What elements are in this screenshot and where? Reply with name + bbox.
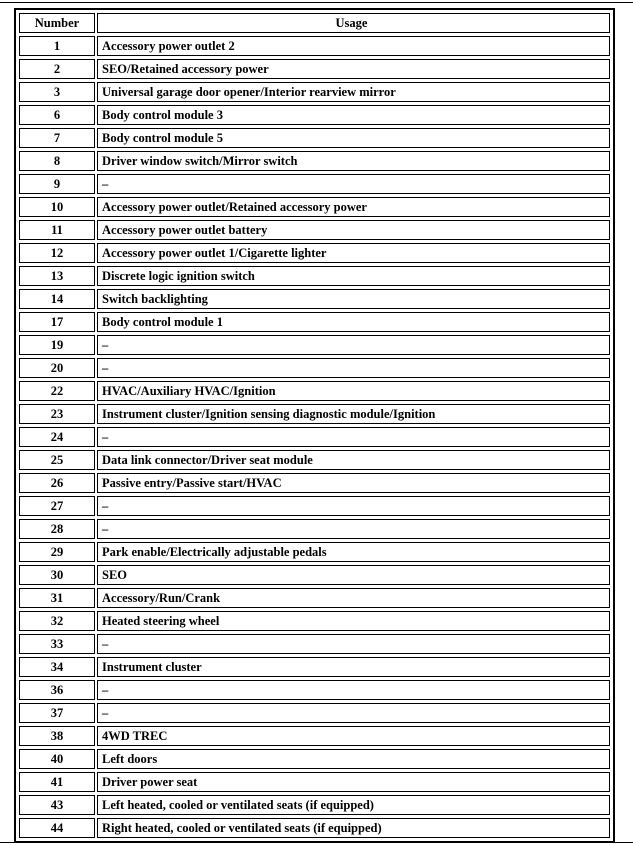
number-cell: 1 [19, 36, 95, 56]
number-cell: 33 [19, 634, 95, 654]
table-row [19, 450, 610, 470]
table-row [19, 312, 610, 332]
number-cell: 6 [19, 105, 95, 125]
number-cell: 27 [19, 496, 95, 516]
usage-cell: – [97, 680, 610, 700]
table-header-row [19, 13, 610, 33]
number-cell: 32 [19, 611, 95, 631]
table-row [19, 197, 610, 217]
number-cell: 12 [19, 243, 95, 263]
number-cell: 22 [19, 381, 95, 401]
usage-cell: Accessory power outlet/Retained accessory power [97, 197, 610, 217]
number-cell: 41 [19, 772, 95, 792]
table-row [19, 795, 610, 815]
table-row [19, 703, 610, 723]
number-column-header: Number [19, 13, 95, 33]
usage-cell: – [97, 358, 610, 378]
table-row [19, 427, 610, 447]
usage-cell: Body control module 1 [97, 312, 610, 332]
table-row [19, 680, 610, 700]
table-row [19, 657, 610, 677]
table-row [19, 82, 610, 102]
usage-cell: Park enable/Electrically adjustable pedals [97, 542, 610, 562]
number-cell: 10 [19, 197, 95, 217]
number-cell: 43 [19, 795, 95, 815]
number-cell: 3 [19, 82, 95, 102]
table-row [19, 473, 610, 493]
table-row [19, 358, 610, 378]
usage-cell: Universal garage door opener/Interior rearview mirror [97, 82, 610, 102]
number-cell: 29 [19, 542, 95, 562]
usage-cell: Left doors [97, 749, 610, 769]
usage-cell: Left heated, cooled or ventilated seats (if equipped) [97, 795, 610, 815]
table-row [19, 36, 610, 56]
usage-cell: – [97, 703, 610, 723]
usage-cell: SEO [97, 565, 610, 585]
top-rule [0, 2, 633, 3]
table-row [19, 749, 610, 769]
number-cell: 44 [19, 818, 95, 838]
number-cell: 38 [19, 726, 95, 746]
table-row [19, 59, 610, 79]
usage-cell: – [97, 335, 610, 355]
usage-cell: Discrete logic ignition switch [97, 266, 610, 286]
usage-cell: Right heated, cooled or ventilated seats (if equipped) [97, 818, 610, 838]
number-cell: 19 [19, 335, 95, 355]
number-cell: 36 [19, 680, 95, 700]
number-cell: 8 [19, 151, 95, 171]
number-cell: 40 [19, 749, 95, 769]
usage-cell: HVAC/Auxiliary HVAC/Ignition [97, 381, 610, 401]
usage-cell: Body control module 5 [97, 128, 610, 148]
table-row [19, 220, 610, 240]
table-row [19, 243, 610, 263]
usage-cell: Accessory power outlet 1/Cigarette lighter [97, 243, 610, 263]
number-cell: 20 [19, 358, 95, 378]
table-row [19, 634, 610, 654]
usage-cell: – [97, 519, 610, 539]
usage-cell: Passive entry/Passive start/HVAC [97, 473, 610, 493]
number-cell: 14 [19, 289, 95, 309]
usage-cell: Instrument cluster/Ignition sensing diagnostic module/Ignition [97, 404, 610, 424]
usage-cell: 4WD TREC [97, 726, 610, 746]
usage-cell: Driver power seat [97, 772, 610, 792]
number-cell: 7 [19, 128, 95, 148]
table-row [19, 565, 610, 585]
table-row [19, 174, 610, 194]
table-row [19, 128, 610, 148]
number-cell: 23 [19, 404, 95, 424]
number-cell: 11 [19, 220, 95, 240]
number-cell: 26 [19, 473, 95, 493]
number-cell: 13 [19, 266, 95, 286]
usage-cell: – [97, 427, 610, 447]
usage-cell: Accessory power outlet battery [97, 220, 610, 240]
number-cell: 31 [19, 588, 95, 608]
table-row [19, 611, 610, 631]
usage-cell: Instrument cluster [97, 657, 610, 677]
usage-cell: Heated steering wheel [97, 611, 610, 631]
number-cell: 24 [19, 427, 95, 447]
number-cell: 9 [19, 174, 95, 194]
fuse-table [14, 8, 615, 843]
usage-column-header: Usage [97, 13, 610, 33]
table-row [19, 588, 610, 608]
number-cell: 37 [19, 703, 95, 723]
usage-cell: Accessory/Run/Crank [97, 588, 610, 608]
table-row [19, 105, 610, 125]
number-cell: 28 [19, 519, 95, 539]
table-row [19, 818, 610, 838]
usage-cell: – [97, 174, 610, 194]
usage-cell: – [97, 634, 610, 654]
usage-cell: Switch backlighting [97, 289, 610, 309]
number-cell: 30 [19, 565, 95, 585]
table-row [19, 266, 610, 286]
usage-cell: Data link connector/Driver seat module [97, 450, 610, 470]
bottom-rule [0, 842, 633, 843]
usage-cell: – [97, 496, 610, 516]
table-row [19, 151, 610, 171]
number-cell: 34 [19, 657, 95, 677]
usage-cell: Body control module 3 [97, 105, 610, 125]
table-row [19, 496, 610, 516]
table-row [19, 519, 610, 539]
usage-cell: Accessory power outlet 2 [97, 36, 610, 56]
table-row [19, 289, 610, 309]
table-row [19, 404, 610, 424]
table-row [19, 772, 610, 792]
table-row [19, 726, 610, 746]
table-row [19, 335, 610, 355]
number-cell: 25 [19, 450, 95, 470]
number-cell: 17 [19, 312, 95, 332]
usage-cell: Driver window switch/Mirror switch [97, 151, 610, 171]
table-row [19, 542, 610, 562]
table-row [19, 381, 610, 401]
usage-cell: SEO/Retained accessory power [97, 59, 610, 79]
number-cell: 2 [19, 59, 95, 79]
